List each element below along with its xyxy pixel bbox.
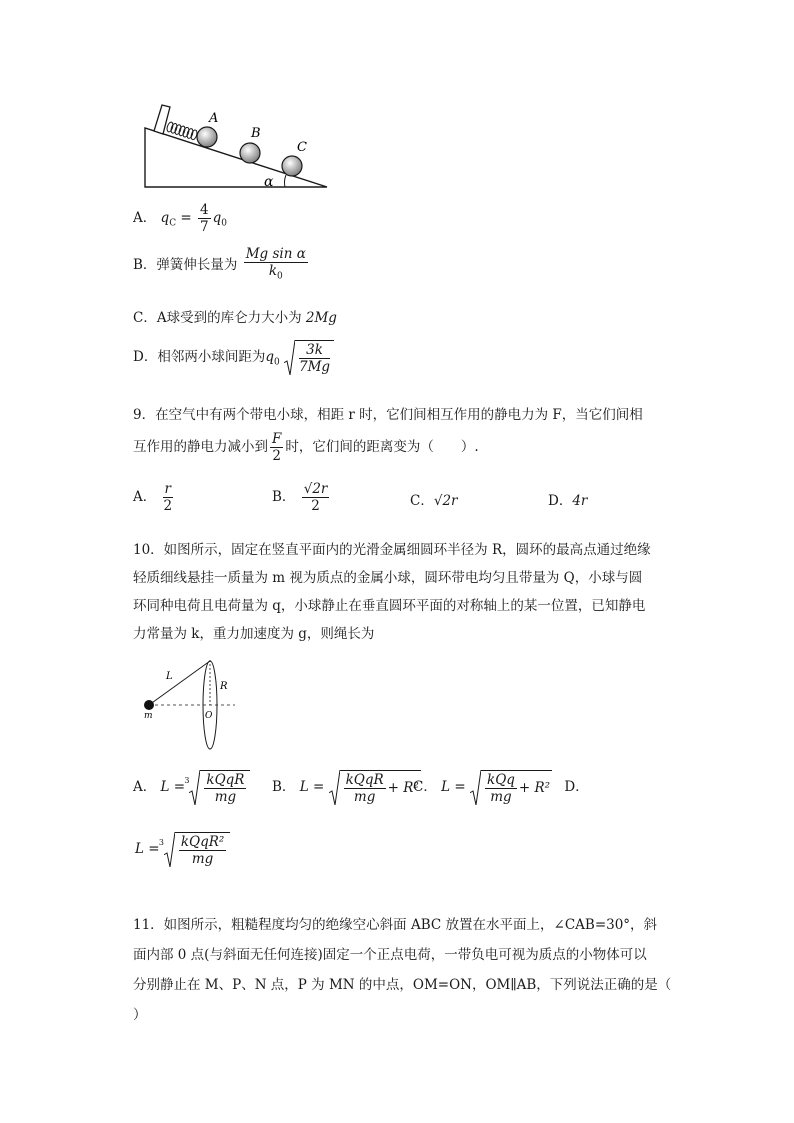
sqrt: [470, 770, 552, 805]
q10-line-3: 环同种电荷且电荷量为 q，小球静止在垂直圆环平面的对称轴上的某一位置，已知静电: [133, 598, 646, 614]
numerator: kQqR: [345, 772, 384, 788]
option-label-d: D．: [564, 779, 589, 795]
q10-option-b: [272, 770, 421, 805]
denominator: 7: [200, 219, 209, 235]
radical-sign: [284, 340, 295, 375]
label-r: R: [220, 681, 228, 692]
numerator: kQqR²: [180, 834, 225, 850]
fraction: [244, 246, 308, 285]
option-label: B．: [272, 489, 296, 505]
numerator: 3k: [299, 342, 330, 359]
radical-sign: [189, 770, 200, 805]
q9-option-b: [272, 481, 331, 514]
fraction: [302, 481, 330, 514]
math-lhs: L =: [441, 779, 466, 795]
fraction: [344, 772, 386, 805]
radical-sign: [164, 832, 175, 867]
spring-wall: [154, 105, 170, 134]
radical-sign: [329, 770, 340, 805]
option-text: D．相邻两小球间距为: [133, 349, 266, 365]
q9-option-c: [410, 489, 458, 509]
numerator: r: [164, 481, 172, 497]
q9-option-a: [133, 481, 175, 514]
root-index: 3: [184, 776, 190, 785]
spring: [166, 121, 198, 140]
ring-pendulum-figure: [135, 655, 240, 751]
q8-option-c: [133, 306, 337, 326]
fraction: [204, 772, 246, 805]
fraction: [163, 481, 173, 514]
option-value: 4r: [572, 493, 588, 509]
math-sub: 0: [273, 357, 280, 368]
q8-option-b: [133, 246, 310, 285]
q11-line-4: ）: [133, 1007, 147, 1023]
denominator: [244, 263, 308, 285]
fraction: [270, 431, 283, 464]
fraction: [198, 202, 211, 235]
math-tail: + R²: [387, 780, 419, 796]
option-value: √2r: [433, 493, 458, 509]
label-c: C: [297, 140, 307, 155]
sqrt: [329, 770, 421, 805]
denominator: mg: [214, 789, 237, 805]
option-value: 2Mg: [305, 310, 337, 326]
ball-b: [240, 143, 260, 163]
option-label: A．: [133, 779, 157, 795]
option-text: B．弹簧伸长量为: [133, 256, 238, 273]
denominator: 7Mg: [299, 359, 331, 375]
option-label: D．: [548, 493, 573, 509]
q10-option-d: [135, 832, 230, 867]
option-label: A．: [133, 210, 157, 226]
ball-a: [197, 127, 217, 147]
fraction: [179, 834, 226, 867]
math-eq: =: [180, 210, 192, 226]
string-line: [149, 661, 210, 705]
math-lhs: L =: [160, 779, 186, 795]
q9-line-2: [133, 431, 479, 464]
math-lhs: L =: [135, 841, 160, 857]
q10-line-1: 10．如图所示，固定在竖直平面内的光滑金属细圆环半径为 R，圆环的最高点通过绝缘: [133, 542, 651, 558]
q8-option-a: [133, 202, 227, 235]
q8-option-d: [133, 340, 334, 375]
denominator: mg: [490, 789, 512, 805]
q10-option-a: [133, 770, 250, 805]
math-sub: C: [169, 218, 177, 229]
q9-option-d: [548, 489, 587, 509]
label-m: m: [144, 711, 153, 721]
math-tail: + R²: [518, 780, 551, 796]
math-q: q: [212, 210, 222, 226]
numerator: Mg sin α: [245, 246, 306, 262]
q11-line-3: 分别静止在 M、P、N 点，P 为 MN 的中点，OM=ON，OM∥AB，下列说法正确的是（: [133, 977, 672, 993]
math-q: q: [265, 349, 274, 365]
label-l: L: [166, 671, 173, 682]
numerator: F: [272, 431, 282, 447]
denominator: 2: [311, 498, 320, 514]
math-lhs: L =: [299, 779, 325, 795]
fraction: [485, 772, 517, 805]
option-text: C．A球受到的库仑力大小为: [133, 310, 306, 326]
math-sub: 0: [277, 271, 283, 282]
label-a: A: [209, 111, 219, 126]
label-b: B: [251, 126, 261, 141]
q11-line-1: 11．如图所示，粗糙程度均匀的绝缘空心斜面 ABC 放置在水平面上，∠CAB=30°，斜: [133, 917, 658, 933]
q9-line-1: 9．在空气中有两个带电小球，相距 r 时，它们间相互作用的静电力为 F，当它们间相: [133, 407, 643, 423]
option-label: A．: [133, 489, 157, 505]
cube-root: [184, 770, 250, 805]
label-o: O: [205, 711, 213, 721]
ball-m: [144, 700, 154, 710]
sqrt: [284, 340, 334, 375]
q10-line-4: 力常量为 k，重力加速度为 g，则绳长为: [133, 626, 375, 642]
option-label: C．: [413, 779, 437, 795]
numerator: √2r: [303, 481, 328, 497]
numerator: kQqR: [206, 772, 245, 788]
math-q: q: [160, 210, 170, 226]
radical-sign: [470, 770, 481, 805]
text: 互作用的静电力减小到: [133, 439, 268, 455]
option-label: B．: [272, 779, 296, 795]
denominator: 2: [163, 498, 173, 514]
denominator: mg: [353, 789, 376, 805]
q10-option-c: [413, 770, 589, 805]
root-index: 3: [158, 838, 164, 847]
denominator: mg: [191, 851, 214, 867]
ball-c: [282, 156, 302, 176]
denominator: 2: [272, 448, 281, 464]
incline-triangle: [145, 128, 327, 187]
math-sub: 0: [221, 218, 227, 229]
den-k: k: [268, 263, 277, 279]
q10-line-2: 轻质细线悬挂一质量为 m 视为质点的金属小球，圆环带电均匀且带量为 Q，小球与圆: [133, 570, 643, 586]
option-label: C．: [410, 493, 434, 509]
cube-root: [158, 832, 230, 867]
q11-line-2: 面内部 0 点(与斜面无任何连接)固定一个正点电荷，一带负电可视为质点的小物体可以: [133, 947, 647, 963]
incline-spring-figure: [140, 100, 335, 192]
numerator: kQq: [487, 772, 515, 788]
fraction: [299, 342, 330, 375]
numerator: 4: [200, 202, 209, 218]
label-alpha: α: [264, 174, 274, 190]
angle-arc: [285, 175, 286, 187]
text: 时，它们间的距离变为（ ）.: [285, 439, 479, 455]
